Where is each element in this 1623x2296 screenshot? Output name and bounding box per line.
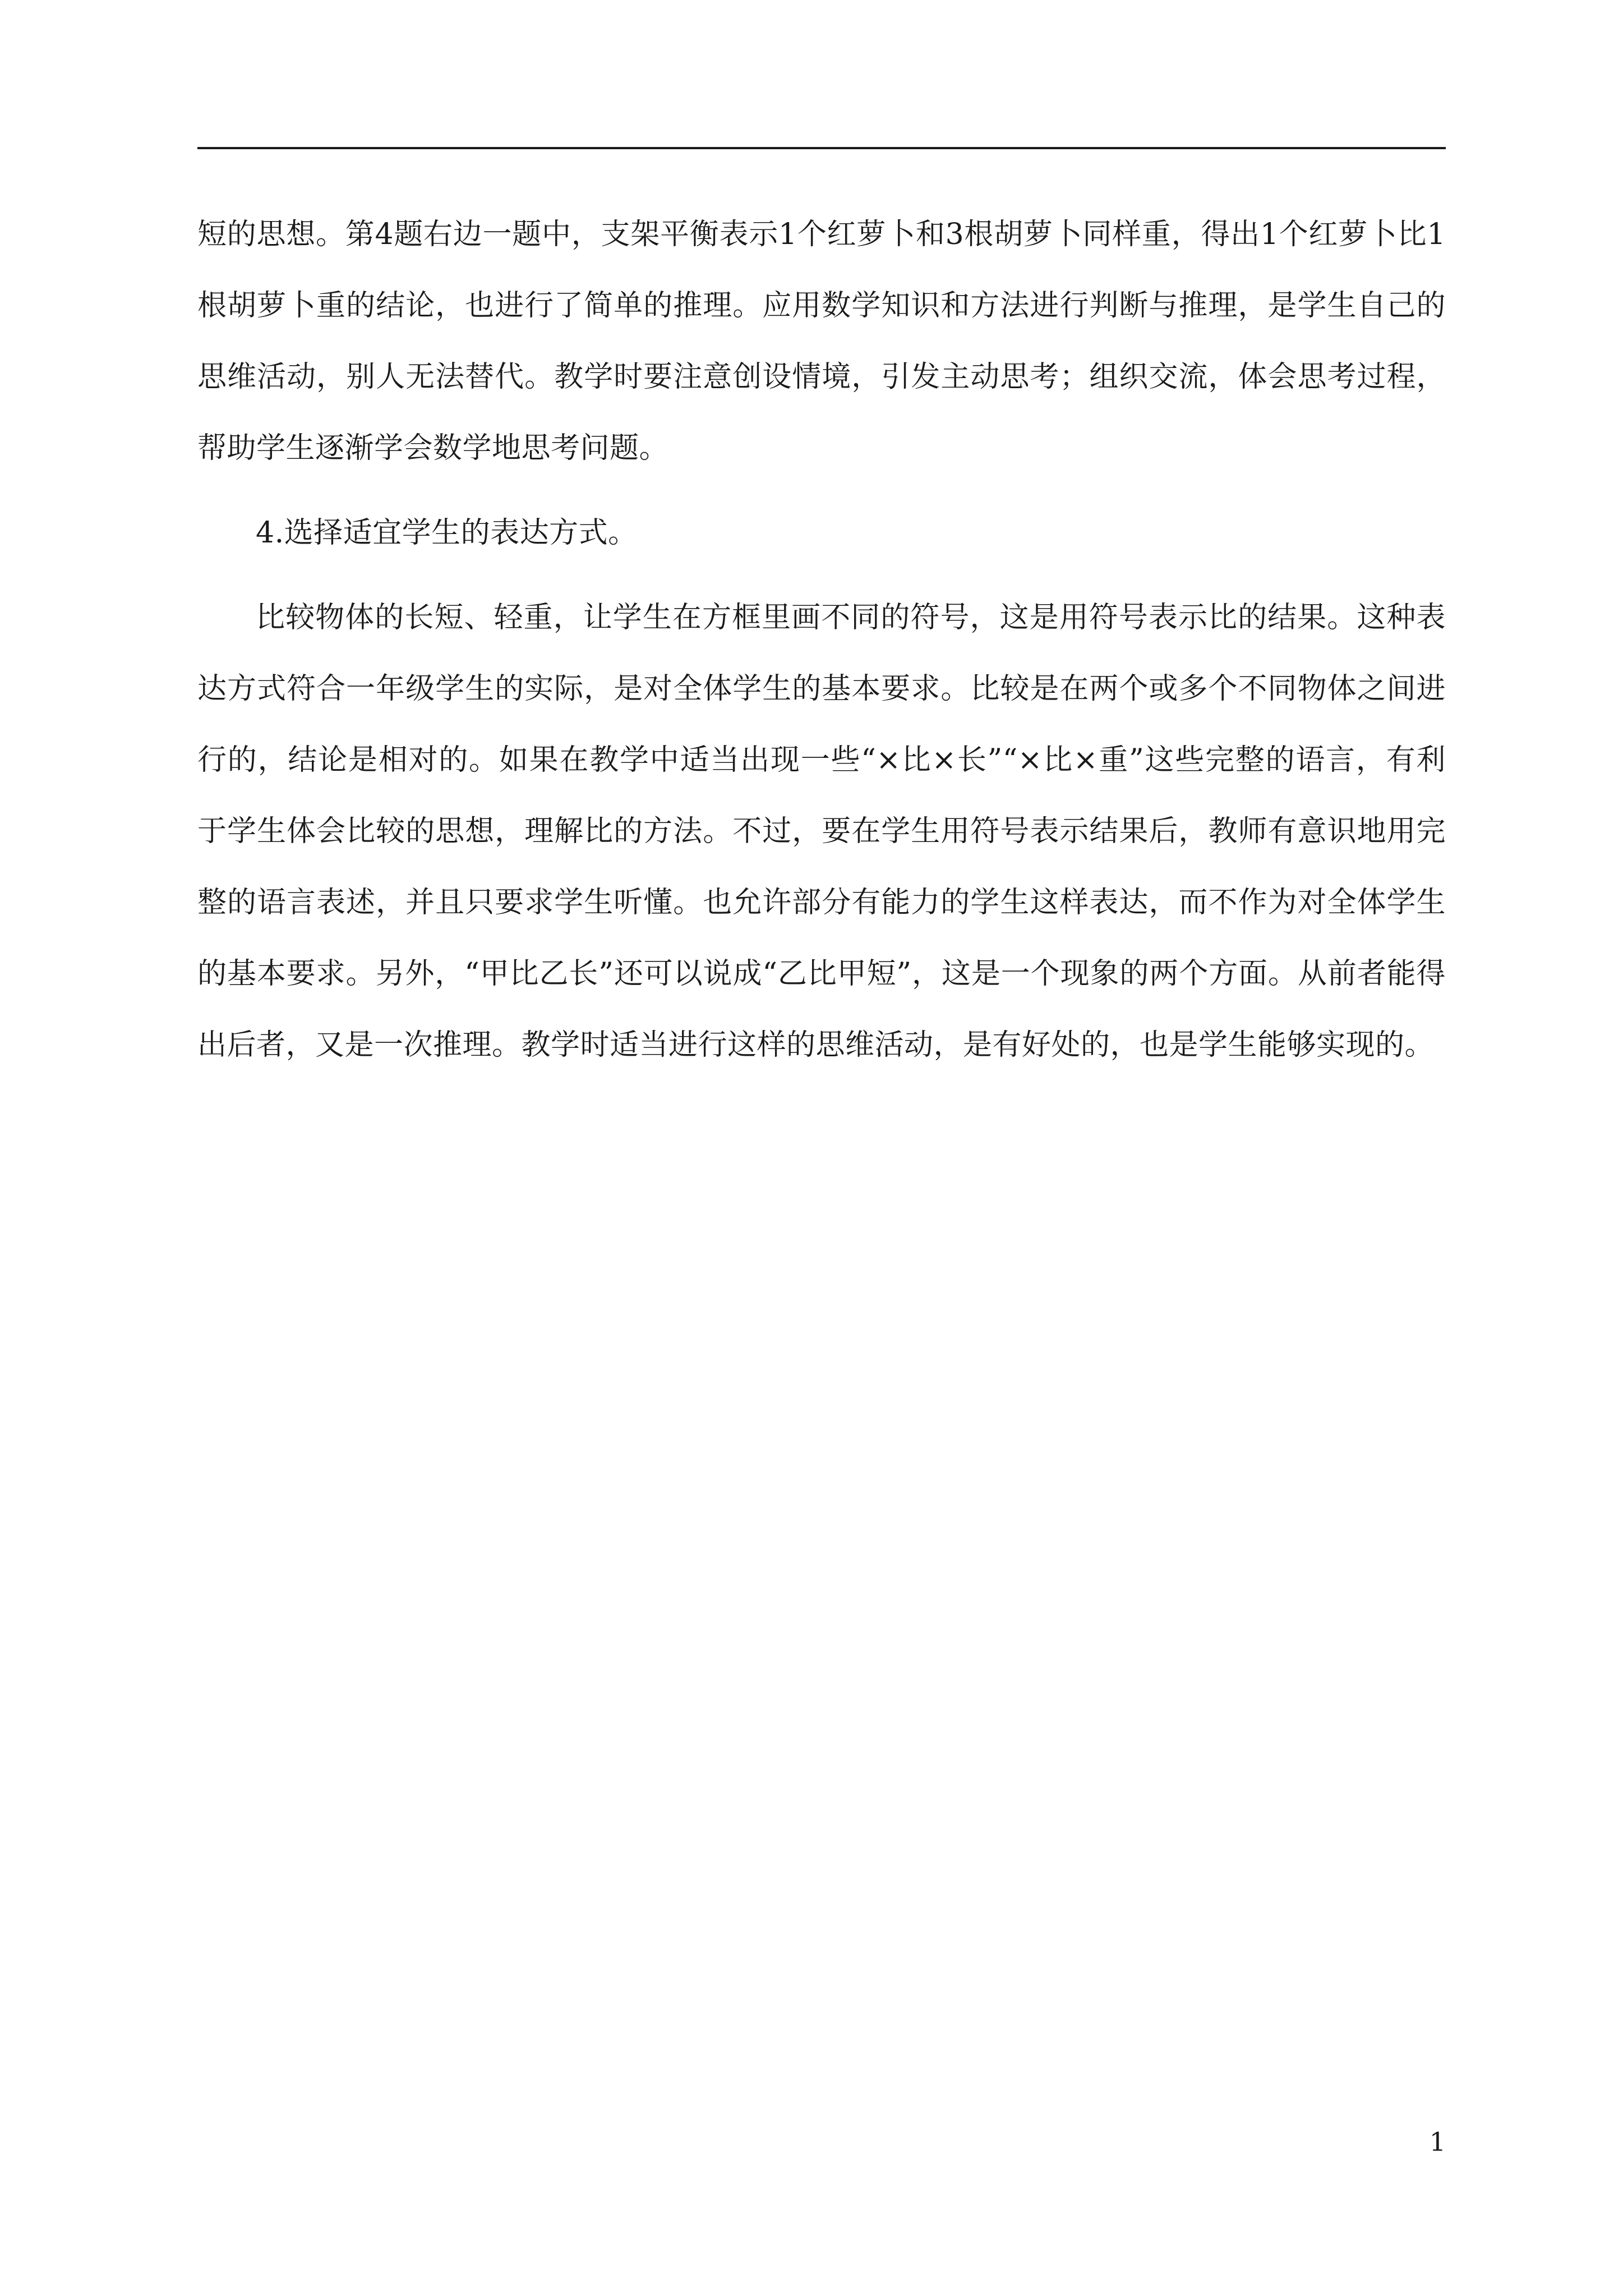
- section-heading: 4.选择适宜学生的表达方式。: [256, 516, 638, 550]
- document-body: [197, 199, 1446, 1081]
- header-rule: [197, 147, 1446, 149]
- paragraph-continued: 短的思想。第4题右边一题中，支架平衡表示1个红萝卜和3根胡萝卜同样重，得出1个红萝卜比1根胡萝卜重的结论，也进行了简单的推理。应用数学知识和方法进行判断与推理，是学生自己的思维活动，别人无法替代。教学时要注意创设情境，引发主动思考；组织交流，体会思考过程，帮助学生逐渐学会数学地思考问题。: [197, 218, 1446, 465]
- paragraph: 比较物体的长短、轻重，让学生在方框里画不同的符号，这是用符号表示比的结果。这种表达方式符合一年级学生的实际，是对全体学生的基本要求。比较是在两个或多个不同物体之间进行的，结论是相对的。如果在教学中适当出现一些“×比×长”“×比×重”这些完整的语言，有利于学生体会比较的思想，理解比的方法。不过，要在学生用符号表示结果后，教师有意识地用完整的语言表述，并且只要求学生听懂。也允许部分有能力的学生这样表达，而不作为对全体学生的基本要求。另外，“甲比乙长”还可以说成“乙比甲短”，这是一个现象的两个方面。从前者能得出后者，又是一次推理。教学时适当进行这样的思维活动，是有好处的，也是学生能够实现的。: [197, 601, 1446, 1062]
- page-number: 1: [1429, 2127, 1446, 2157]
